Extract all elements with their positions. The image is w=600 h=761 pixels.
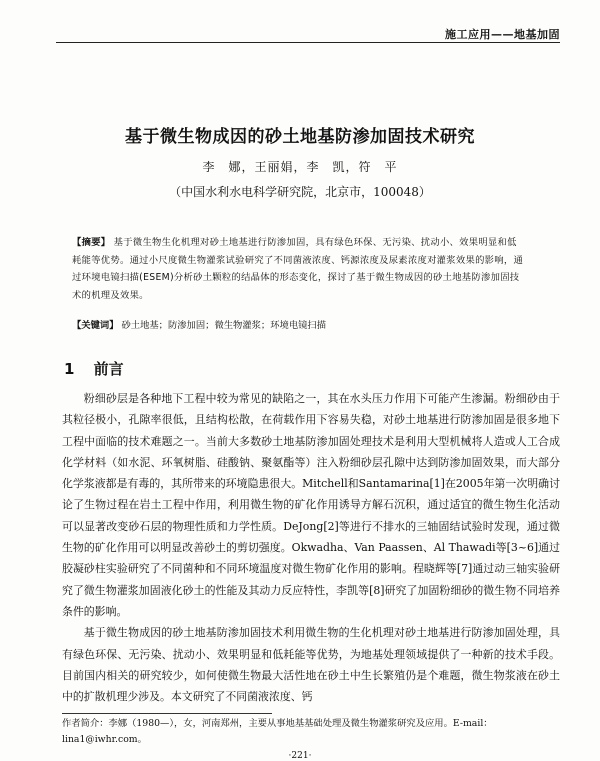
abstract-text: 基于微生物生化机理对砂土地基进行防渗加固，具有绿色环保、无污染、扰动小、效果明显和低耗能等优势。通过小尺度微生物灌浆试验研究了不同菌液浓度、钙源浓度及尿素浓度对灌浆效果的影响，通过环境电镜扫描(ESEM)分析砂土颗粒的结晶体的形态变化，探讨了基于微生物成因的砂土地基防渗加固技术的机理及效果。	[72, 237, 524, 301]
page-number: ·221·	[288, 751, 312, 761]
body-paragraph: 粉细砂层是各种地下工程中较为常见的缺陷之一，其在水头压力作用下可能产生渗漏。粉细砂由于其粒径极小，孔隙率很低，且结构松散，在荷载作用下容易失稳，对砂土地基进行防渗加固是很多地下工程中面临的技术难题之一。当前大多数砂土地基防渗加固处理技术是利用大型机械将人造或人工合成化学材料（如水泥、环氧树脂、硅酸钠、聚氨酯等）注入粉细砂层孔隙中达到防渗加固效果，而大部分化学浆液都是有毒的，其所带来的环境隐患很大。Mitchell和Santamarina[1]在2005年第一次明确讨论了生物过程在岩土工程中作用，利用微生物的矿化作用诱导方解石沉积，通过适宜的微生物生化活动可以显著改变砂石层的物理性质和力学性质。DeJong[2]等进行不排水的三轴固结试验时发现，通过微生物的矿化作用可以明显改善砂土的剪切强度。Okwadha、Van Paassen、Al Thawadi等[3~6]通过胶凝砂柱实验研究了不同菌种和不同环境温度对微生物矿化作用的影响。程晓辉等[7]通过动三轴实验研究了微生物灌浆加固液化砂土的性能及其动力反应特性，李凯等[8]研究了加固粉细砂的微生物不同培养条件的影响。	[62, 392, 560, 618]
keywords-text: 砂土地基；防渗加固；微生物灌浆；环境电镜扫描	[121, 320, 327, 331]
abstract-label: 【摘要】	[72, 237, 111, 248]
section-heading	[64, 358, 124, 379]
section-number: 1	[64, 360, 75, 378]
section-body	[62, 388, 560, 707]
paper-authors: 李 娜，王丽娟，李 凯，符 平	[202, 160, 398, 174]
paper-title: 基于微生物成因的砂土地基防渗加固技术研究	[125, 127, 475, 147]
keywords-label: 【关键词】	[72, 320, 119, 331]
section-title: 前言	[93, 360, 124, 378]
footnote-rule	[62, 713, 272, 714]
header-section-tag: 施工应用——地基加固	[445, 28, 560, 41]
keywords	[72, 317, 526, 334]
footnote: 作者简介：李娜（1980—），女，河南郑州，主要从事地基基础处理及微生物灌浆研究及应用。E-mail：lina1@iwhr.com。	[62, 718, 493, 745]
header-rule	[56, 42, 560, 43]
body-paragraph: 基于微生物成因的砂土地基防渗加固技术利用微生物的生化机理对砂土地基进行防渗加固处理，具有绿色环保、无污染、扰动小、效果明显和低耗能等优势，为地基处理领域提供了一种新的技术手段。目前国内相关的研究较少，如何使微生物最大活性地在砂土中生长繁殖仍是个难题，微生物浆液在砂土中的扩散机理少涉及。本文研究了不同菌液浓度、钙	[62, 626, 560, 704]
paper-affiliation: （中国水利水电科学研究院，北京市，100048）	[169, 185, 431, 199]
abstract	[72, 234, 526, 304]
